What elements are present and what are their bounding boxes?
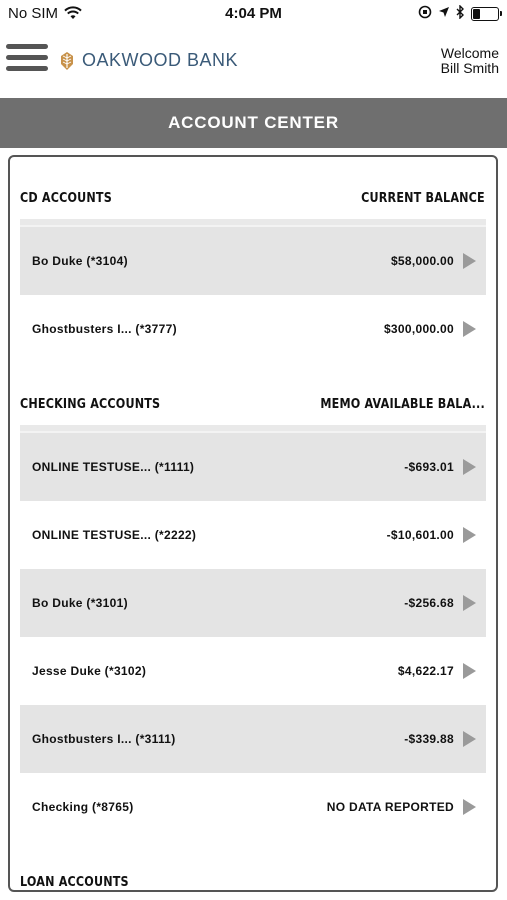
app-header [0, 30, 507, 96]
page-title: ACCOUNT CENTER [0, 98, 507, 148]
status-bar [0, 0, 507, 28]
account-row[interactable] [20, 227, 486, 295]
section-title: CHECKING ACCOUNTS [20, 397, 161, 412]
orientation-lock-icon [418, 5, 432, 22]
chevron-right-icon [463, 595, 476, 611]
account-name: Bo Duke (*3104) [32, 254, 128, 268]
accounts-card [8, 155, 498, 892]
chevron-right-icon [463, 253, 476, 269]
oak-leaf-icon [60, 52, 74, 70]
chevron-right-icon [463, 731, 476, 747]
account-balance: $58,000.00 [390, 254, 454, 268]
bank-logo [60, 50, 238, 71]
account-balance: -$10,601.00 [386, 528, 454, 542]
account-balance: NO DATA REPORTED [326, 800, 454, 814]
battery-icon [471, 7, 499, 21]
chevron-right-icon [463, 663, 476, 679]
account-balance: -$339.88 [404, 732, 454, 746]
account-name: Ghostbusters I... (*3777) [32, 322, 177, 336]
carrier-label: No SIM [8, 5, 59, 22]
account-row[interactable] [20, 637, 486, 705]
location-icon [438, 6, 450, 21]
section-header-loan [20, 841, 485, 890]
column-header: MEMO AVAILABLE BALA... [320, 397, 485, 412]
section-header-checking [20, 363, 485, 425]
menu-icon[interactable] [6, 44, 48, 76]
account-name: Jesse Duke (*3102) [32, 664, 147, 678]
status-icons [418, 5, 499, 22]
chevron-right-icon [463, 527, 476, 543]
section-divider [20, 425, 486, 433]
account-row[interactable] [20, 773, 486, 841]
account-name: Ghostbusters I... (*3111) [32, 732, 176, 746]
section-divider [20, 219, 486, 227]
account-row[interactable] [20, 705, 486, 773]
section-title: LOAN ACCOUNTS [20, 875, 129, 890]
chevron-right-icon [463, 459, 476, 475]
account-balance: -$693.01 [404, 460, 454, 474]
user-name: Bill Smith [440, 60, 499, 76]
account-balance: -$256.68 [404, 596, 454, 610]
account-row[interactable] [20, 295, 486, 363]
bluetooth-icon [456, 5, 465, 22]
account-name: Bo Duke (*3101) [32, 596, 128, 610]
section-header-cd [20, 157, 485, 219]
account-name: Checking (*8765) [32, 800, 134, 814]
account-name: ONLINE TESTUSE... (*1111) [32, 460, 195, 474]
account-row[interactable] [20, 569, 486, 637]
welcome-label: Welcome [440, 45, 499, 61]
chevron-right-icon [463, 799, 476, 815]
account-balance: $300,000.00 [383, 322, 454, 336]
account-row[interactable] [20, 501, 486, 569]
account-balance: $4,622.17 [397, 664, 454, 678]
account-row[interactable] [20, 433, 486, 501]
bank-name: OAKWOOD BANK [82, 50, 239, 70]
column-header: CURRENT BALANCE [361, 191, 485, 206]
welcome-message [441, 46, 499, 76]
clock: 4:04 PM [225, 5, 282, 22]
account-name: ONLINE TESTUSE... (*2222) [32, 528, 197, 542]
chevron-right-icon [463, 321, 476, 337]
section-title: CD ACCOUNTS [20, 191, 112, 206]
accounts-list[interactable] [20, 157, 486, 890]
